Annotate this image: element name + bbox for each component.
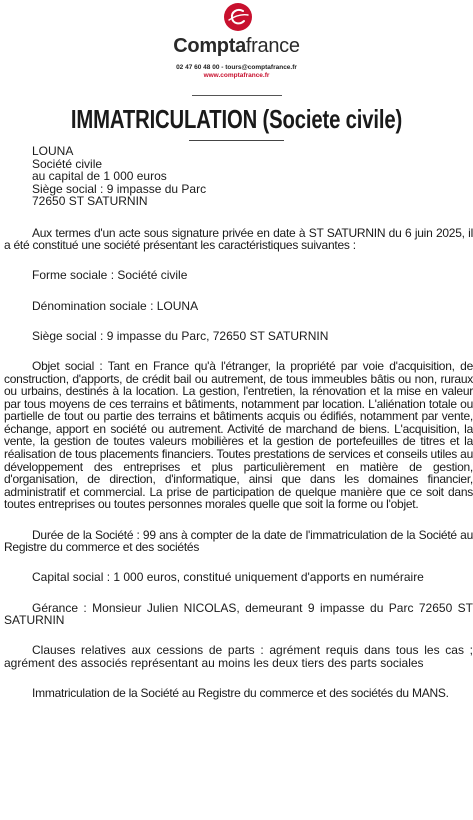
company-line: au capital de 1 000 euros — [32, 169, 167, 184]
title-divider — [189, 140, 284, 141]
forme-paragraph: Forme sociale : Société civile — [32, 268, 188, 283]
intro-paragraph: Aux termes d'un acte sous signature privée en date à ST SATURNIN du 6 juin 2025, il a été constitué une société présentant les caractéristiques suivantes : — [4, 225, 473, 253]
notice-body — [4, 145, 473, 700]
clauses-paragraph: Clauses relatives aux cessions de parts : agrément requis dans tous les cas ; agrément des associés représentant au moins les deux tiers des parts sociales — [4, 643, 473, 670]
capital-paragraph: Capital social : 1 000 euros, constitué uniquement d'apports en numéraire — [32, 570, 424, 585]
denomination-paragraph: Dénomination sociale : LOUNA — [32, 298, 199, 313]
siege-paragraph: Siège social : 9 impasse du Parc, 72650 ST SATURNIN — [32, 328, 329, 343]
comptafrance-logo-icon — [223, 2, 253, 32]
company-line: LOUNA — [32, 144, 74, 158]
company-line: Siège social : 9 impasse du Parc — [32, 181, 207, 196]
duree-paragraph: Durée de la Société : 99 ans à compter de la date de l'immatriculation de la Société au Registre du commerce et des sociétés — [4, 527, 473, 555]
objet-paragraph: Objet social : Tant en France qu'à l'étranger, la propriété par voie d'acquisition, de construction, d'apports, de crédit bail ou autrement, de tous immeubles bâtis ou non, ruraux ou urbains, destinés à la location. La gestion, l'entretien, la rénovation et la mise en valeur par tous moyens de ces terrains et bâtiments, notamment par location. L'aliénation totale ou partielle de tout ou partie des terrains et bâtiments acquis ou édifiés, notamment par vente, échange, apport en société ou autrement. Activité de marchand de biens. L'acquisition, la vente, la gestion de toutes valeurs mobilières et la gestion de portefeuilles de titres et la réalisation de tous placements financiers. Toutes prestations de services et conseils utiles au développement des entreprises et plus particulièrement en matière de gestion, d'organisation, de direction, d'informatique, ainsi que dans les domaines financier, administratif et commercial. La prise de participation de quelque manière que ce soit dans toutes entreprises ou toutes personnes morales quelle que soit la forme ou l'objet. — [4, 358, 473, 512]
company-block — [32, 145, 473, 208]
header — [0, 0, 473, 100]
website-link[interactable]: www.comptafrance.fr — [203, 72, 270, 79]
company-line: Société civile — [32, 156, 103, 171]
immatriculation-paragraph: Immatriculation de la Société au Registre du commerce et des sociétés du MANS. — [32, 686, 449, 701]
gerance-paragraph: Gérance : Monsieur Julien NICOLAS, demeurant 9 impasse du Parc 72650 ST SATURNIN — [4, 600, 473, 628]
brand-part1: Compta — [173, 35, 246, 57]
brand-part2: france — [245, 35, 300, 57]
company-line: 72650 ST SATURNIN — [32, 194, 148, 209]
notice-title: IMMATRICULATION (Societe civile) — [70, 104, 403, 134]
header-divider — [192, 95, 282, 96]
contact-line: 02 47 60 48 00 - tours@comptafrance.fr — [176, 64, 297, 71]
brand-name — [0, 35, 473, 58]
